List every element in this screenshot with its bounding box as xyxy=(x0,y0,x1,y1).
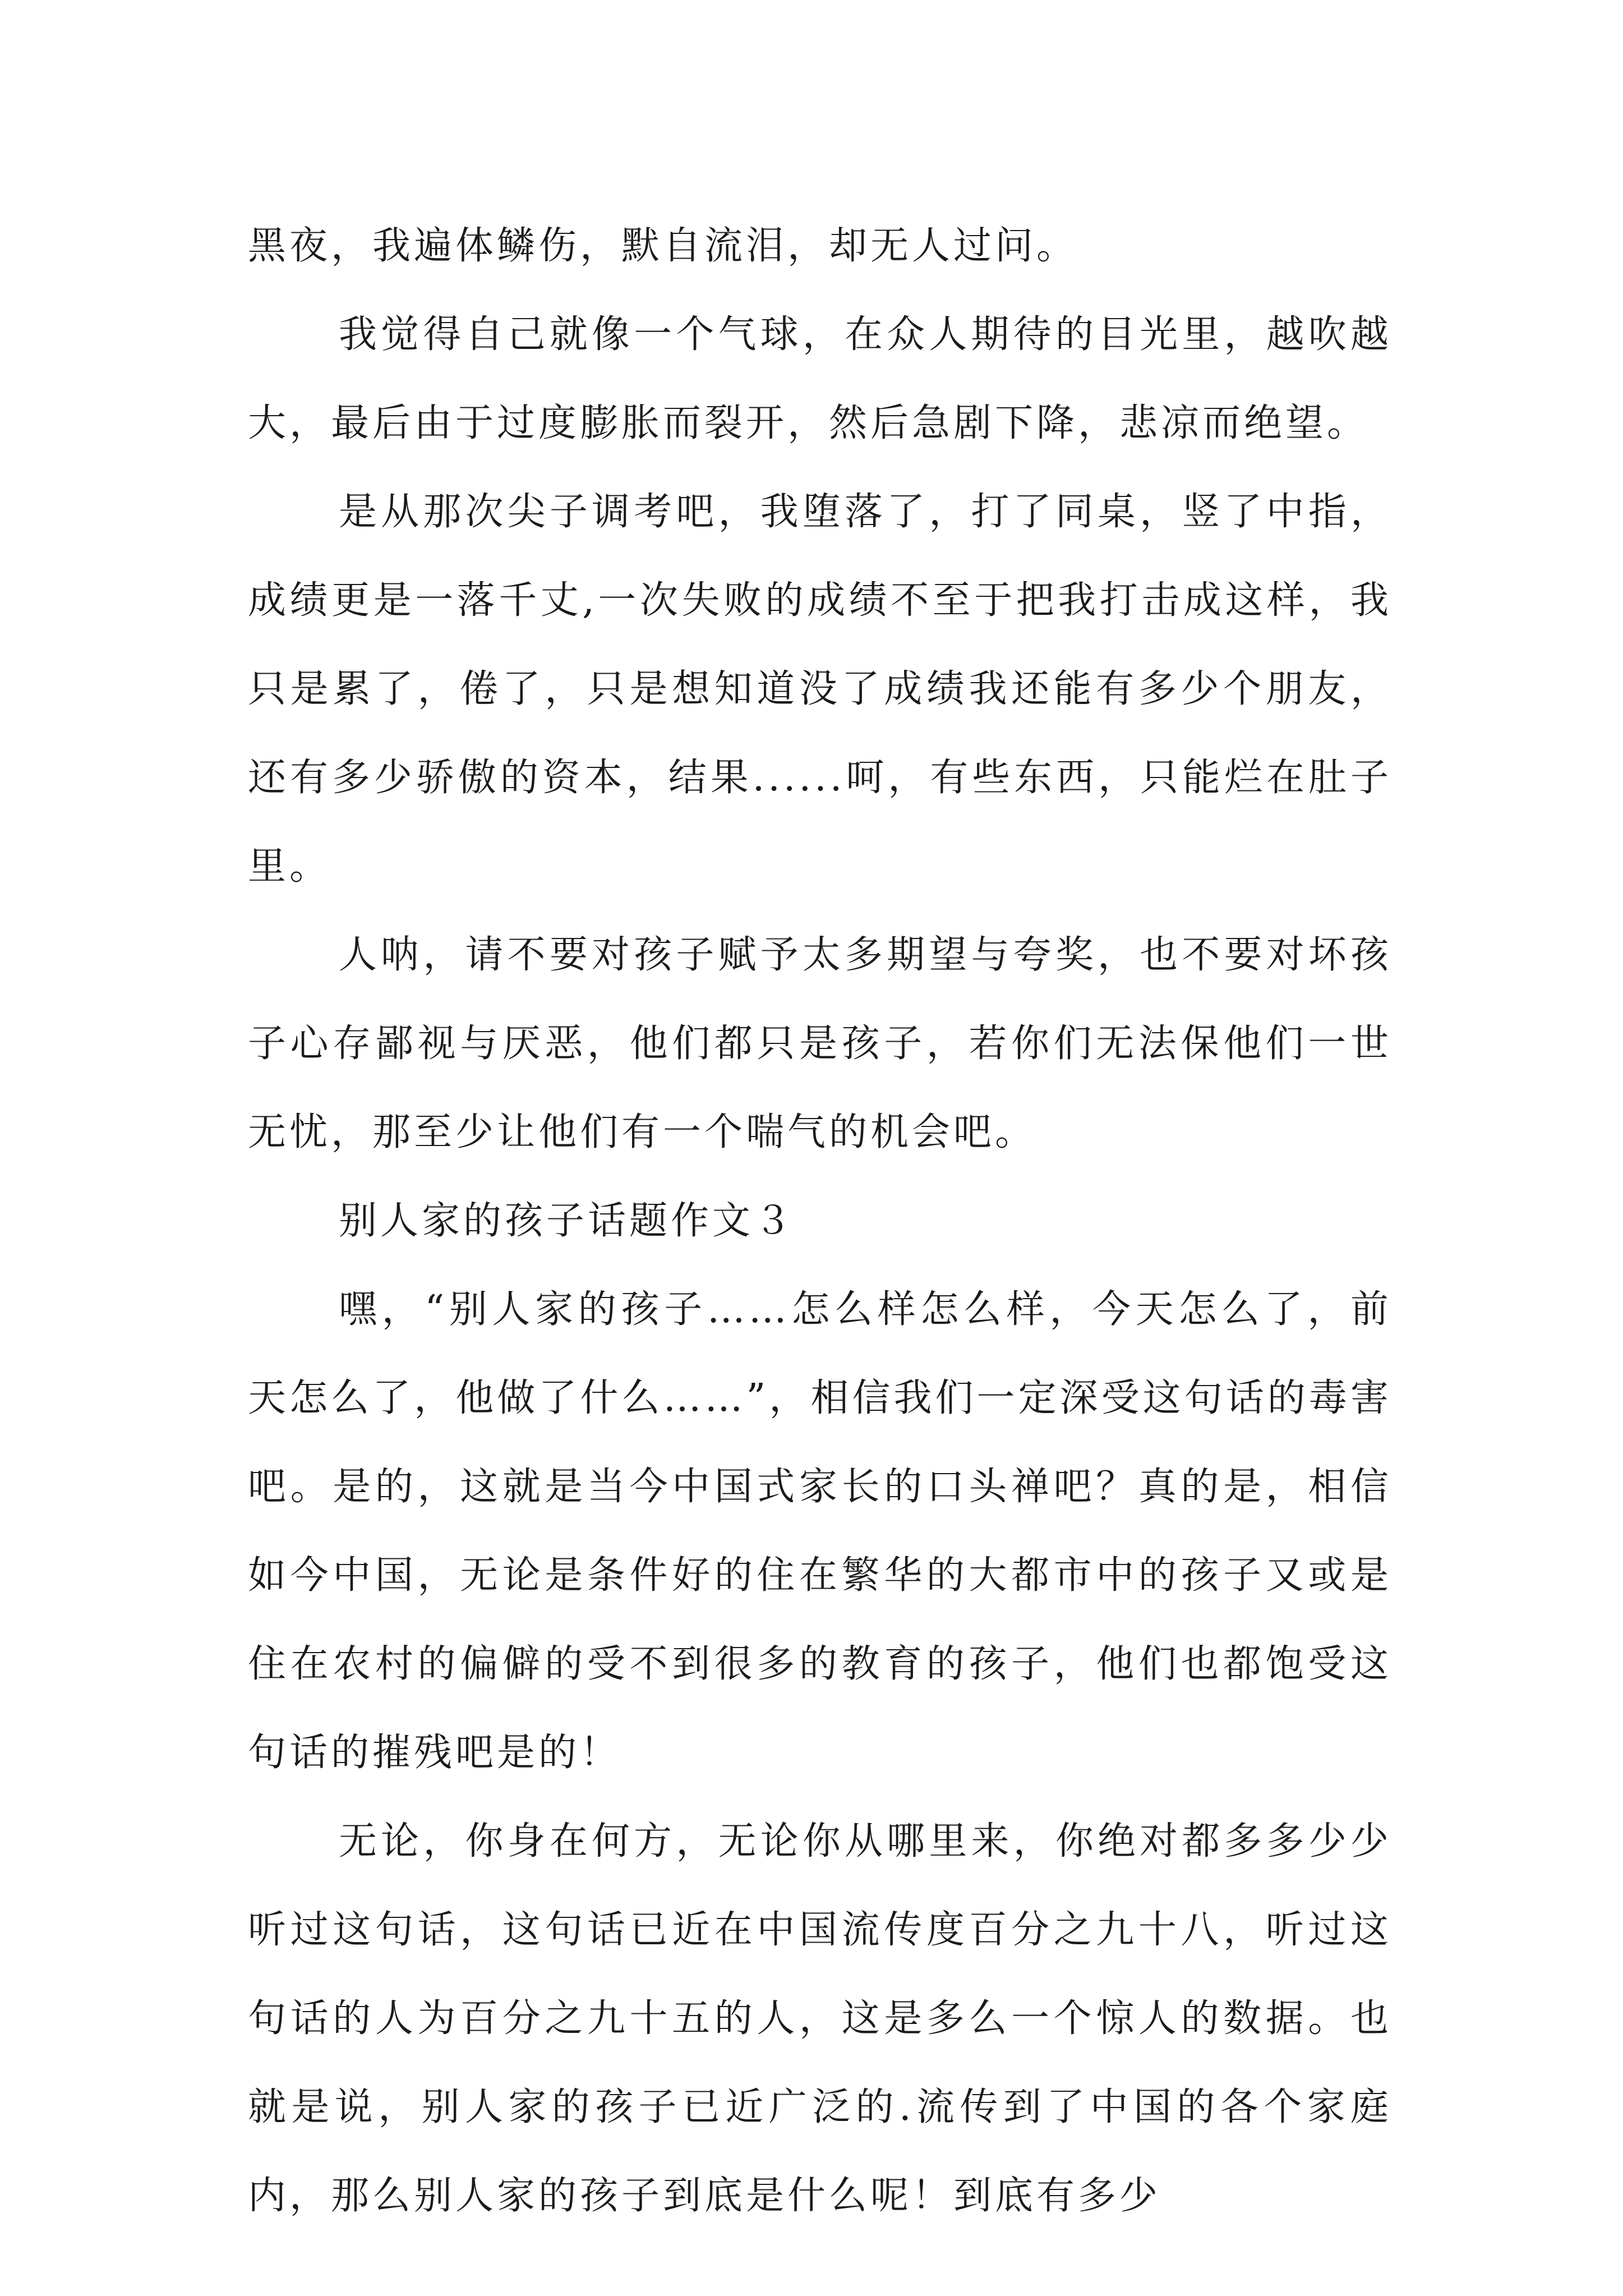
paragraph: 无论，你身在何方，无论你从哪里来，你绝对都多多少少听过这句话，这句话已近在中国流传度百分之九十八，听过这句话的人为百分之九十五的人，这是多么一个惊人的数据。也就是说，别人家的孩子已近广泛的.流传到了中国的各个家庭内，那么别人家的孩子到底是什么呢！到底有多少 xyxy=(248,1819,1392,2218)
paragraph: 我觉得自己就像一个气球，在众人期待的目光里，越吹越大，最后由于过度膨胀而裂开，然后急剧下降，悲凉而绝望。 xyxy=(248,312,1392,445)
paragraph: 黑夜，我遍体鳞伤，默自流泪，却无人过问。 xyxy=(248,224,1078,268)
paragraph: 嘿，“别人家的孩子……怎么样怎么样，今天怎么了，前天怎么了，他做了什么……”，相信我们一定深受这句话的毒害吧。是的，这就是当今中国式家长的口头禅吧？真的是，相信如今中国，无论是条件好的住在繁华的大都市中的孩子又或是住在农村的偏僻的受不到很多的教育的孩子，他们也都饱受这句话的摧残吧是的！ xyxy=(248,1287,1392,1775)
paragraph: 人呐，请不要对孩子赋予太多期望与夸奖，也不要对坏孩子心存鄙视与厌恶，他们都只是孩子，若你们无法保他们一世无忧，那至少让他们有一个喘气的机会吧。 xyxy=(248,933,1392,1154)
section-heading: 别人家的孩子话题作文３ xyxy=(339,1199,796,1243)
paragraph: 是从那次尖子调考吧，我堕落了，打了同桌，竖了中指，成绩更是一落千丈,一次失败的成绩不至于把我打击成这样，我只是累了，倦了，只是想知道没了成绩我还能有多少个朋友，还有多少骄傲的资本，结果......呵，有些东西，只能烂在肚子里。 xyxy=(248,490,1392,889)
document-body xyxy=(248,202,1392,2240)
